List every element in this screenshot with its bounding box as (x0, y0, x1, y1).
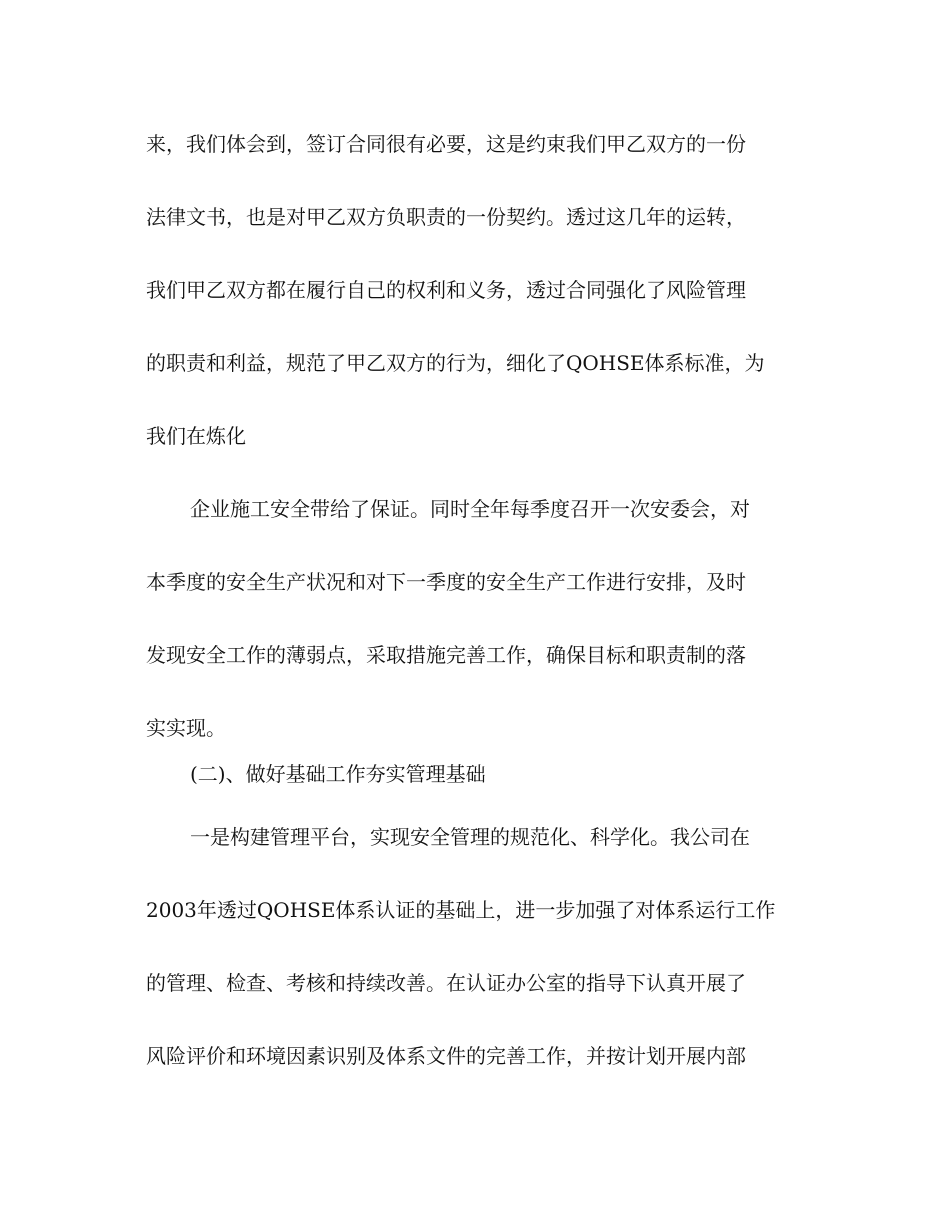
paragraph-line-13: 的管理、检查、考核和持续改善。在认证办公室的指导下认真开展了 (146, 971, 746, 995)
paragraph-line-8: 发现安全工作的薄弱点，采取措施完善工作，确保目标和职责制的落 (146, 643, 746, 667)
paragraph-line-3: 我们甲乙双方都在履行自己的权利和义务，透过合同强化了风险管理 (146, 278, 746, 302)
paragraph-line-2: 法律文书，也是对甲乙双方负职责的一份契约。透过这几年的运转， (146, 205, 746, 229)
paragraph-line-14: 风险评价和环境因素识别及体系文件的完善工作，并按计划开展内部 (146, 1044, 746, 1068)
paragraph-line-1: 来，我们体会到，签订合同很有必要，这是约束我们甲乙双方的一份 (146, 132, 746, 156)
paragraph-line-7: 本季度的安全生产状况和对下一季度的安全生产工作进行安排，及时 (146, 570, 746, 594)
paragraph-line-5: 我们在炼化 (146, 424, 246, 448)
paragraph-line-4: 的职责和利益，规范了甲乙双方的行为，细化了QOHSE体系标准，为 (146, 351, 765, 375)
paragraph-line-6: 企业施工安全带给了保证。同时全年每季度召开一次安委会，对 (190, 497, 750, 521)
paragraph-line-11: 一是构建管理平台，实现安全管理的规范化、科学化。我公司在 (190, 825, 750, 849)
paragraph-line-12: 2003年透过QOHSE体系认证的基础上，进一步加强了对体系运行工作 (146, 898, 776, 922)
section-heading: (二)、做好基础工作夯实管理基础 (190, 762, 486, 786)
paragraph-line-9: 实实现。 (146, 716, 226, 740)
